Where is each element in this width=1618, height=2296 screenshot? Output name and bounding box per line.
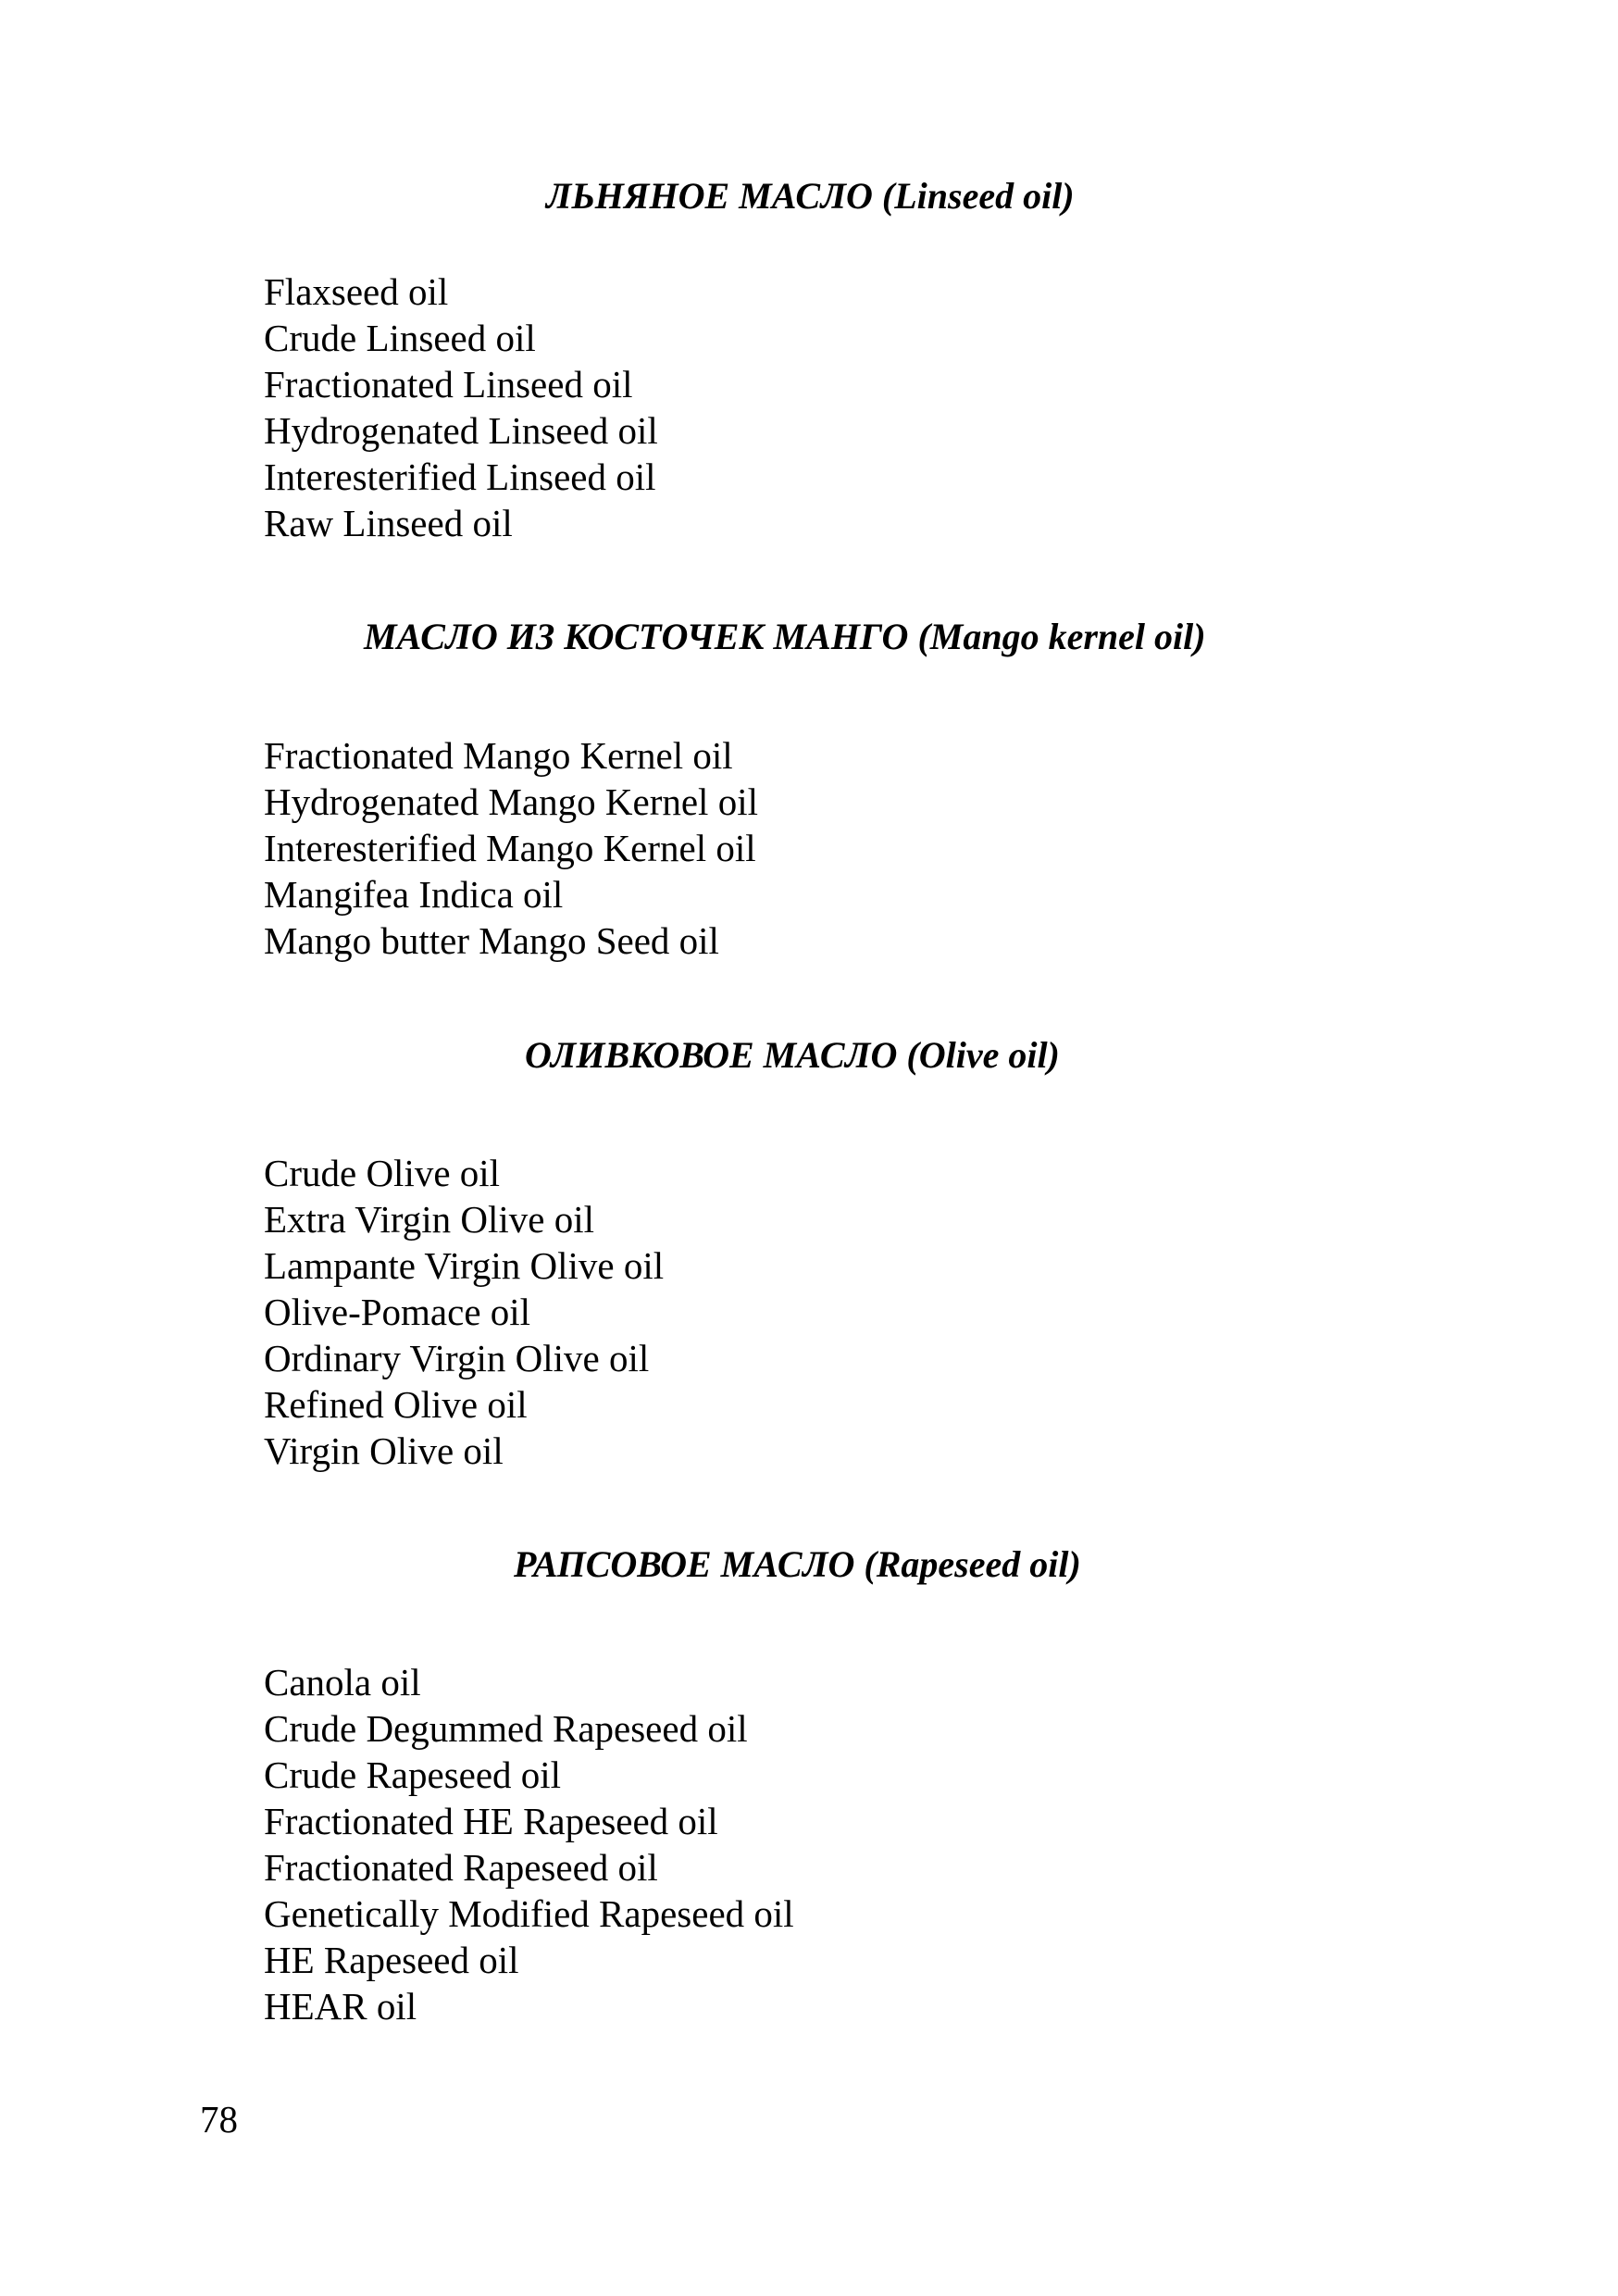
list-item: Crude Rapeseed oil bbox=[264, 1753, 562, 1796]
list-item: Lampante Virgin Olive oil bbox=[264, 1244, 665, 1287]
list-item: Ordinary Virgin Olive oil bbox=[264, 1337, 650, 1379]
list-item: Canola oil bbox=[264, 1661, 421, 1703]
page-number: 78 bbox=[200, 2098, 238, 2140]
item-list-mango bbox=[264, 732, 758, 964]
list-item: Mangifea Indica oil bbox=[264, 873, 564, 916]
list-item: Fractionated Linseed oil bbox=[264, 363, 633, 406]
list-item: Fractionated Rapeseed oil bbox=[264, 1846, 658, 1889]
list-item: Mango butter Mango Seed oil bbox=[264, 919, 719, 962]
section-heading-linseed: ЛЬНЯНОЕ МАСЛО (Linseed oil) bbox=[546, 175, 1075, 217]
section-heading-rapeseed: РАПСОВОЕ МАСЛО (Rapeseed oil) bbox=[514, 1543, 1081, 1585]
list-item: HE Rapeseed oil bbox=[264, 1939, 519, 1981]
list-item: Extra Virgin Olive oil bbox=[264, 1198, 595, 1241]
list-item: Interesterified Mango Kernel oil bbox=[264, 827, 756, 869]
list-item: Raw Linseed oil bbox=[264, 502, 513, 544]
list-item: Crude Olive oil bbox=[264, 1152, 501, 1194]
list-item: Hydrogenated Linseed oil bbox=[264, 409, 658, 452]
list-item: Crude Linseed oil bbox=[264, 317, 536, 359]
list-item: Crude Degummed Rapeseed oil bbox=[264, 1707, 748, 1750]
list-item: Flaxseed oil bbox=[264, 270, 449, 313]
list-item: Interesterified Linseed oil bbox=[264, 455, 656, 498]
list-item: Genetically Modified Rapeseed oil bbox=[264, 1892, 794, 1935]
item-list-linseed bbox=[264, 268, 658, 546]
item-list-rapeseed bbox=[264, 1659, 794, 2029]
list-item: Fractionated Mango Kernel oil bbox=[264, 734, 733, 777]
section-heading-olive: ОЛИВКОВОЕ МАСЛО (Olive oil) bbox=[525, 1034, 1060, 1076]
list-item: Fractionated HE Rapeseed oil bbox=[264, 1800, 718, 1842]
list-item: Virgin Olive oil bbox=[264, 1429, 504, 1472]
item-list-olive bbox=[264, 1150, 664, 1474]
section-heading-mango: МАСЛО ИЗ КОСТОЧЕК МАНГО (Mango kernel oil) bbox=[364, 616, 1206, 657]
list-item: Olive-Pomace oil bbox=[264, 1291, 531, 1333]
list-item: Refined Olive oil bbox=[264, 1383, 528, 1426]
list-item: Hydrogenated Mango Kernel oil bbox=[264, 780, 758, 823]
list-item: HEAR oil bbox=[264, 1985, 417, 2028]
